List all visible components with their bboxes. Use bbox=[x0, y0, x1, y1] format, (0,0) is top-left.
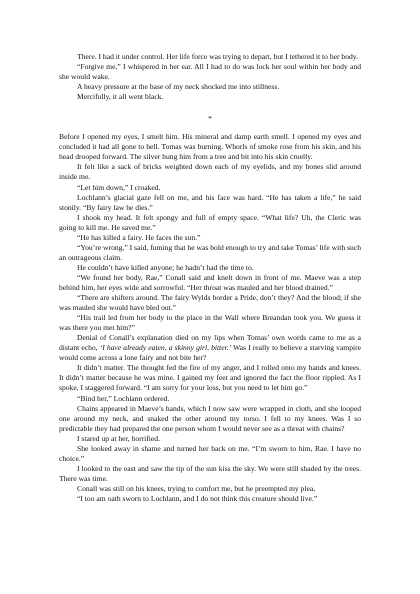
paragraph: “We found her body, Rae,” Conall said and knelt down in front of me. Maeve was a step behind him, her eyes wide and sorrowful. “Her throat was mauled and her blood drained.” bbox=[59, 272, 361, 292]
paragraph: It felt like a sack of bricks weighted down each of my eyelids, and my bones slid around inside me. bbox=[59, 162, 361, 182]
paragraph: There. I had it under control. Her life force was trying to depart, but I tethered it to her body. bbox=[77, 52, 359, 61]
paragraph: “There are shifters around. The fairy Wylds border a Pride, don’t they? And the blood; if she was mauled she would have bled out.” bbox=[59, 293, 361, 313]
denial-quote: ‘I have already eaten, a skinny girl, bitter.’ bbox=[99, 343, 232, 353]
paragraph: “His trail led from her body to the place in the Wall where Breandan took you. We guess it was there you met him?” bbox=[59, 313, 361, 333]
paragraph: “You’re wrong,” I said, fuming that he was bold enough to try and take Tomas’ life with such an outrageous claim. bbox=[59, 242, 361, 262]
paragraph: “Let him down,” I croaked. bbox=[77, 182, 161, 192]
paragraph: Conall was still on his knees, trying to comfort me, but he preempted my plea, bbox=[77, 483, 316, 493]
paragraph: Mercifully, it all went black. bbox=[77, 92, 164, 102]
paragraph: “Bind her,” Lochlann ordered. bbox=[77, 393, 170, 403]
paragraph: I shook my head. It felt spongy and full of empty space. “What life? Uh, the Cleric was going to kill me. He saved me.” bbox=[59, 212, 361, 232]
paragraph: “He has killed a fairy. He faces the sun.” bbox=[77, 232, 201, 242]
paragraph: Lochlann’s glacial gaze fell on me, and his face was hard. “He has taken a life,” he said stonily. “By fairy law he dies.” bbox=[59, 192, 361, 212]
paragraph: It didn’t matter. The thought fed the fire of my anger, and I rolled onto my hands and knees. It didn’t matter because he was mine. I gained my feet and ignored the fact the floor rippled. As I spoke, I staggered forward. “I am sorry for your loss, but you need to let him go.” bbox=[59, 363, 361, 393]
paragraph: I stared up at her, horrified. bbox=[77, 433, 160, 443]
paragraph: I looked to the east and saw the tip of the sun kiss the sky. We were still shaded by the trees. There was time. bbox=[59, 463, 361, 483]
paragraph-denial bbox=[59, 333, 361, 363]
paragraph: Chains appeared in Maeve’s hands, which I now saw were wrapped in cloth, and she looped one around my neck, and snaked the other around my torso. I fell to my knees. Was I so predictable they had prepared the one person whom I would never see as a threat with chains? bbox=[59, 403, 361, 433]
denial-text-end: Was I really to believe a starving vampire would come across a lone fairy and not bite her? bbox=[59, 343, 362, 363]
denial-text: Denial of Conall’s explanation died on my lips when Tomas’ own words came to me as a distant echo, bbox=[59, 333, 361, 353]
paragraph: “I too am oath sworn to Lochlann, and I do not think this creature should live.” bbox=[77, 493, 318, 503]
paragraph: “Forgive me,” I whispered in her ear. All I had to do was lock her soul within her body and she would wake. bbox=[59, 62, 361, 82]
scene-break: * bbox=[208, 114, 212, 124]
paragraph: Before I opened my eyes, I smelt him. His mineral and damp earth smell. I opened my eyes and concluded it had all gone to hell. Tomas was burning. Whorls of smoke rose from his skin, and his head drooped forward. The silver hung him from a tree and bit into his skin cruelly. bbox=[59, 132, 361, 162]
paragraph: A heavy pressure at the base of my neck shocked me into stillness. bbox=[77, 82, 280, 92]
paragraph: He couldn’t have killed anyone; he hadn’t had the time to. bbox=[77, 262, 254, 272]
book-page bbox=[59, 52, 361, 504]
paragraph: She looked away in shame and turned her back on me. “I’m sworn to him, Rae. I have no choice.” bbox=[59, 443, 361, 463]
